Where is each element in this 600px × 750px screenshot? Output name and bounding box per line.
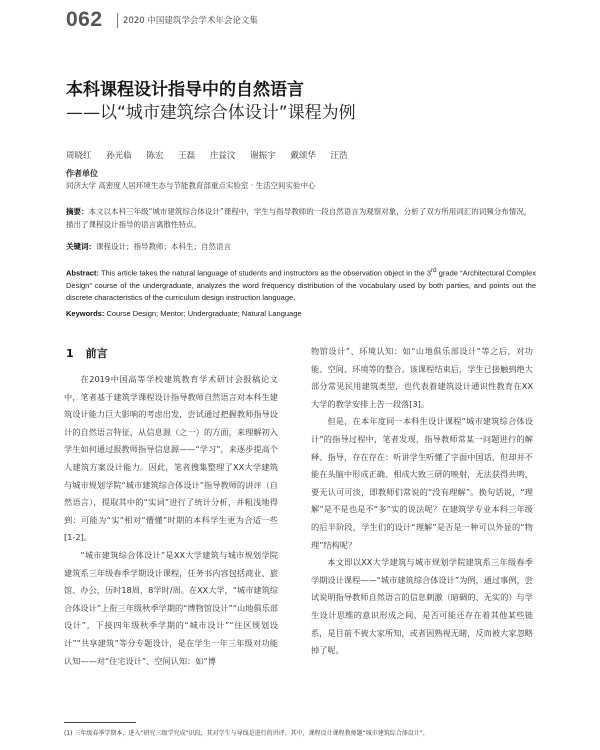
footnote-divider	[64, 722, 136, 723]
paper-title: 本科课程设计指导中的自然语言	[66, 80, 304, 100]
author: 陈宏	[146, 151, 164, 161]
section-number: 1	[66, 347, 74, 360]
author: 庄益汶	[209, 151, 236, 161]
author: 汪浩	[330, 151, 348, 161]
author-list	[66, 149, 358, 161]
author: 孙光临	[106, 151, 132, 161]
paragraph: 但是，在本年度同一本科生设计课程“城市建筑综合体设计”的指导过程中，笔者发现，指导教师常某一问题进行的解释、指导，存在存在：听讲学生听懂了字面中国话，但却并不能在头脑中形成正确、相成大致三研的映射，无法获得共鸣，要无认可可淡，即教师们常说的“没有理解”。换句话说，“理解”是不是也是不“多”实的说法呢？在建筑学专业本科三年级的后半阶段，学生们的设计“理解”是否是一种可以外显的“物理”结构呢？	[311, 416, 533, 550]
author: 周晓红	[66, 151, 92, 161]
abstract-cn-text: 本文以本科三年级“城市建筑综合体设计”课程中，学生与指导教师的一段自然语言为观察对象，分析了双方所用词汇的词频分布情况，描出了课程设计指导的语言离散性特点。	[66, 207, 532, 229]
abstract-en	[66, 265, 536, 304]
left-column	[64, 371, 278, 670]
affiliation-label: 作者单位	[66, 169, 98, 178]
paper-subtitle: ——以“城市建筑综合体设计”课程为例	[66, 103, 356, 123]
paragraph: “城市建筑综合体设计”是XX大学建筑与城市规划学院建筑系三年级春季学期设计课程，任务书内容包括商业、旅馆、办公，历时18周，8学时/周。在XX大学，“城市建筑综合体设计”上衔三年级秋季学期的“博物馆设计”“山地俱乐部设计”，下接四年级秋季学期的“城市设计”“住区规划设计”“共享建筑”等分专题设计，是在学生一年三年级对功能认知——对“住宅设计”、空间认知：如“博	[64, 549, 278, 666]
abstract-cn-label: 摘要：	[66, 207, 89, 216]
keywords-en-text: Course Design; Mentor; Undergraduate; Natural Language	[106, 309, 302, 318]
right-column	[311, 343, 533, 660]
keywords-cn-label: 关键词：	[66, 242, 96, 251]
paragraph: 在2019中国高等学校建筑教育学术研讨会报稿论文中，笔者基于建筑学课程设计指导教师自然语言对本科生建筑设计能力巨大影响的考虑出发，尝试通过把握教师指导设计的自然语言特征，从信息源（之一）的方面，来理解初入学生如何通过报教师指导信息源——“学习”，来逐步提高个人建筑方案设计能力。因此，笔者搜集整理了XX大学建筑与城市规划学院“城市建筑综合体设计”指导教师的讲评（自然语言），提取其中的“实词”进行了统计分析，并粗浅地得到：可能为“实”相对“懵懂”时期的本科学生更为合适一些[1-2]。	[64, 374, 278, 543]
footnote: (1) 三年级春季学期本，进入“研究三级学究成”识段，其对学生与导线是进行的讲评。其中，课程设计课程教师题“城市建筑综合体设计”，	[64, 730, 429, 737]
keywords-en-label: Keywords:	[66, 309, 105, 318]
header-divider	[117, 13, 118, 28]
affiliation-text: 同济大学 高密度人居环境生态与节能教育部重点实验室 · 生活空间实验中心	[66, 181, 316, 190]
section-heading	[66, 345, 108, 361]
journal-header: 2020 中国建筑学会学术年会论文集	[123, 16, 258, 26]
abstract-en-label: Abstract:	[66, 268, 99, 278]
section-title: 前言	[85, 347, 108, 360]
abstract-en-sup: rd	[431, 267, 437, 274]
abstract-cn	[66, 205, 534, 231]
abstract-en-text: This article takes the natural language of students and instructors as the observation object in the 3	[100, 268, 432, 278]
author: 谢振宇	[250, 151, 276, 161]
keywords-cn	[66, 241, 534, 252]
paragraph: 本文即以XX大学建筑与城市规划学院建筑系三年级春季学期设计课程——“城市建筑综合体设计”为例，通过事例，尝试说明指导教师自然语言的信息刺激（暗碉的、无实的）与学生设计思维的意识形成之间，是否可能还存在着其他某些链系，是目前不被大家所知，或者因熟视无睹，反而被大家忽略掉了呢。	[311, 557, 533, 656]
author: 戴颂华	[290, 151, 316, 161]
author: 王磊	[178, 151, 196, 161]
paragraph: 物馆设计”、环境认知：如“山地俱乐部设计”等之后，对功能、空间、环境等的整合。该课程结束后，学生已接触到绝大部分常见民用建筑类型，也代表着建筑设计通识性教育在XX大学的教学安排上告一段落[3]。	[311, 346, 533, 409]
keywords-en	[66, 309, 302, 318]
abstract-en-text-cont: grade “Architectural Complex Design” course of the undergraduate, analyzes the word frequency distribution of the vocabulary used by both parties, and points out the discrete characteristics of the curriculum design instruction language.	[66, 268, 536, 302]
page-number: 062	[66, 8, 103, 31]
keywords-cn-text: 课程设计；指导教师；本科生；自然语言	[96, 242, 231, 251]
